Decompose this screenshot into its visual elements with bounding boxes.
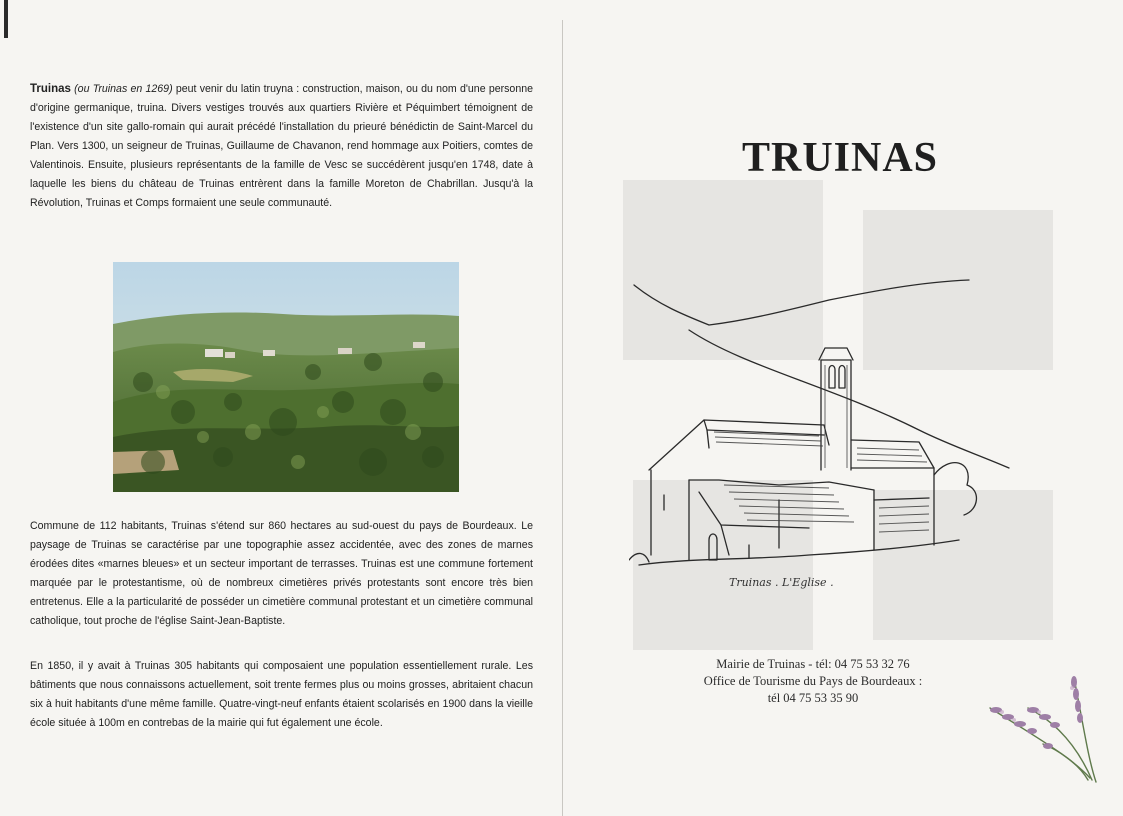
history-body: peut venir du latin truyna : construction, maison, ou du nom d'une personne d'origine germanique, truina. Divers vestiges trouvés aux quartiers Rivière et Péquimbert témoignent de l'existence d'un site gallo-romain qui aurait précédé l'installation du prieuré bénédictin de Saint-Marcel du Plan. Vers 1300, un seigneur de Truinas, Guillaume de Chavanon, rend hommage aux Poitiers, comtes de Valentinois. Ensuite, plusieurs représentants de la famille de Vesc se succédèrent jusqu'en 1748, date à laquelle les biens du château de Truinas entrèrent dans la famille Moreton de Chabrillan. Jusqu'à la Révolution, Truinas et Comps formaient une seule communauté. [30,83,533,209]
history-aside: (ou Truinas en 1269) [74,83,173,95]
sketch-caption: Truinas . L'Eglise . [729,576,834,589]
history-paragraph [30,80,533,213]
right-page [563,0,1123,816]
history-lead-word: Truinas [30,83,71,95]
landscape-photo [113,262,459,492]
population-paragraph: En 1850, il y avait à Truinas 305 habitants qui composaient une population essentiellement rurale. Les bâtiments que nous connaissons actuellement, soit trente fermes plus ou moins grosses, abritaient chacun six à huit habitants d'une même famille. Quatre-vingt-neuf enfants étaient scolarisés en 1900 dans la vieille école située à 100m en contrebas de la mairie qui fut également une école. [30,660,533,729]
lavender-illustration [988,668,1108,788]
contact-block [663,656,963,707]
landscape-photo-image [113,262,459,492]
page-title: TRUINAS [741,135,939,181]
church-sketch [629,270,1049,600]
commune-paragraph: Commune de 112 habitants, Truinas s'étend sur 860 hectares au sud-ouest du pays de Bourdeaux. Le paysage de Truinas se caractérise par une topographie assez accidentée, avec des zones de marnes érodées dites «marnes bleues» et un secteur important de terrasses. Truinas est une commune fortement marquée par le protestantisme, où de nombreux cimetières privés protestants sont encore très bien entretenus. Elle a la particularité de posséder un cimetière communal protestant et un cimetière communal catholique, tout proche de l'église Saint-Jean-Baptiste. [30,520,533,627]
town-hall-phone: Mairie de Truinas - tél: 04 75 53 32 76 [716,657,910,671]
tourist-office-phone: tél 04 75 53 35 90 [767,691,859,705]
tourist-office-label: Office de Tourisme du Pays de Bourdeaux : [703,674,923,688]
